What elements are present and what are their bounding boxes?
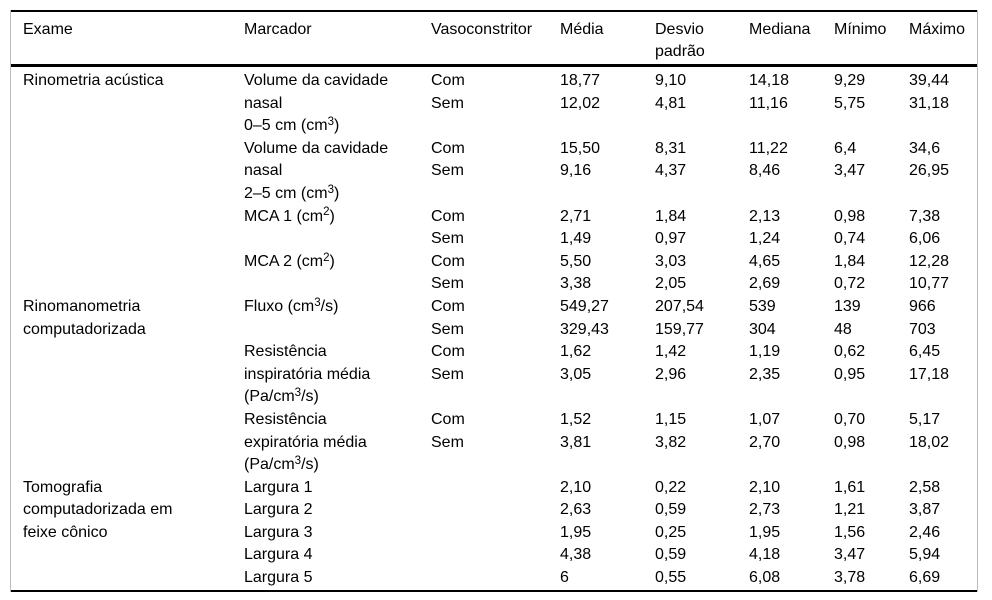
table-cell-exame — [11, 544, 244, 567]
table-cell-media: 1,52 — [560, 410, 592, 428]
table-cell-vasoconstritor: Com — [431, 139, 465, 157]
table-cell-minimo: 3,47 — [834, 546, 866, 564]
table-cell-exame: computadorizada em — [23, 501, 173, 519]
table-cell-vasoconstritor: Sem — [431, 320, 464, 338]
table-cell-media: 329,43 — [560, 320, 609, 338]
table-cell-marcador: Resistência — [244, 410, 327, 428]
table-cell-media: 12,02 — [560, 94, 601, 112]
table-cell-media — [560, 183, 655, 206]
column-header-desvio-padrao: Desvio padrão — [655, 21, 705, 60]
table-cell-desvio-padrao: 3,82 — [655, 433, 687, 451]
table-cell-mediana: 539 — [749, 297, 776, 315]
table-cell-mediana: 8,46 — [749, 162, 781, 180]
table-cell-desvio-padrao: 4,37 — [655, 162, 687, 180]
table-row — [11, 522, 977, 545]
table-cell-desvio-padrao: 1,15 — [655, 410, 687, 428]
table-cell-minimo: 0,95 — [834, 365, 866, 383]
table-cell-desvio-padrao: 0,55 — [655, 569, 687, 587]
table-cell-mediana: 2,35 — [749, 365, 781, 383]
table-cell-marcador: nasal — [244, 94, 283, 112]
table-row — [11, 160, 977, 183]
statistics-table-container — [10, 10, 978, 592]
table-cell-marcador: Volume da cavidade — [244, 72, 389, 89]
table-row — [11, 386, 977, 409]
table-cell-minimo — [834, 386, 909, 409]
table-cell-maximo: 12,28 — [909, 252, 950, 270]
table-cell-desvio-padrao: 159,77 — [655, 320, 704, 338]
table-row — [11, 364, 977, 387]
table-row — [11, 409, 977, 432]
table-cell-media — [560, 115, 655, 138]
column-header-exame: Exame — [23, 21, 73, 38]
table-cell-media: 1,62 — [560, 343, 592, 361]
column-header-maximo: Máximo — [909, 21, 966, 38]
table-cell-media: 3,81 — [560, 433, 592, 451]
table-cell-vasoconstritor — [431, 522, 560, 545]
table-header — [11, 11, 977, 66]
table-cell-mediana: 1,95 — [749, 523, 781, 541]
table-cell-media: 3,38 — [560, 275, 592, 293]
table-cell-maximo: 6,06 — [909, 230, 941, 248]
table-cell-exame — [11, 115, 244, 138]
table-cell-minimo: 1,21 — [834, 501, 866, 519]
table-cell-vasoconstritor: Com — [431, 343, 465, 361]
table-cell-desvio-padrao: 8,31 — [655, 139, 687, 157]
table-cell-maximo: 7,38 — [909, 207, 941, 225]
table-cell-vasoconstritor: Sem — [431, 162, 464, 180]
table-cell-exame: computadorizada — [23, 320, 146, 338]
table-cell-media: 4,38 — [560, 546, 592, 564]
table-cell-exame — [11, 93, 244, 116]
table-cell-mediana: 4,65 — [749, 252, 781, 270]
table-cell-marcador: nasal — [244, 162, 283, 180]
table-cell-desvio-padrao: 2,96 — [655, 365, 687, 383]
table-cell-minimo: 48 — [834, 320, 852, 338]
table-row — [11, 66, 977, 93]
table-cell-mediana: 2,73 — [749, 501, 781, 519]
table-cell-mediana: 6,08 — [749, 569, 781, 587]
table-cell-mediana: 14,18 — [749, 72, 790, 89]
table-cell-exame — [11, 228, 244, 251]
table-cell-desvio-padrao — [655, 183, 749, 206]
table-cell-minimo: 9,29 — [834, 72, 866, 89]
table-cell-exame — [11, 567, 244, 591]
table-cell-minimo: 6,4 — [834, 139, 857, 157]
table-cell-mediana: 304 — [749, 320, 776, 338]
table-cell-maximo: 6,45 — [909, 343, 941, 361]
table-cell-media: 5,50 — [560, 252, 592, 270]
table-cell-marcador: Largura 5 — [244, 569, 313, 587]
table-cell-desvio-padrao: 4,81 — [655, 94, 687, 112]
table-cell-vasoconstritor: Com — [431, 207, 465, 225]
table-cell-exame: feixe cônico — [23, 523, 108, 541]
table-cell-mediana — [749, 115, 834, 138]
table-row — [11, 183, 977, 206]
table-row — [11, 115, 977, 138]
table-row — [11, 296, 977, 319]
table-cell-marcador: Largura 3 — [244, 523, 313, 541]
table-cell-marcador — [244, 228, 431, 251]
table-cell-vasoconstritor — [431, 544, 560, 567]
table-cell-marcador: Volume da cavidade — [244, 139, 389, 157]
table-cell-mediana: 11,16 — [749, 94, 788, 112]
table-cell-desvio-padrao — [655, 386, 749, 409]
table-cell-media — [560, 454, 655, 477]
table-row — [11, 544, 977, 567]
table-row — [11, 93, 977, 116]
table-cell-mediana: 4,18 — [749, 546, 781, 564]
table-cell-maximo — [909, 386, 977, 409]
table-cell-exame — [11, 364, 244, 387]
table-cell-exame: Rinomanometria — [23, 297, 141, 315]
column-header-marcador: Marcador — [244, 21, 312, 38]
table-cell-minimo: 3,78 — [834, 569, 866, 587]
table-cell-exame — [11, 341, 244, 364]
header-row — [11, 11, 977, 66]
column-header-media: Média — [560, 21, 604, 38]
table-cell-marcador: 0–5 cm $(cm^3)$ — [244, 116, 340, 135]
table-cell-exame — [11, 273, 244, 296]
table-cell-marcador: MCA 1 $(cm^2)$ — [244, 206, 335, 225]
table-cell-media: 2,10 — [560, 478, 592, 496]
table-cell-minimo: 0,72 — [834, 275, 866, 293]
table-cell-media: 3,05 — [560, 365, 592, 383]
table-cell-desvio-padrao: 3,03 — [655, 252, 687, 270]
table-cell-mediana: 2,13 — [749, 207, 781, 225]
table-cell-desvio-padrao: 0,59 — [655, 546, 687, 564]
table-cell-desvio-padrao: 0,22 — [655, 478, 687, 496]
table-cell-vasoconstritor: Com — [431, 72, 465, 89]
table-cell-marcador: Largura 2 — [244, 501, 313, 519]
table-cell-vasoconstritor: Com — [431, 297, 465, 315]
table-row — [11, 477, 977, 500]
table-row — [11, 341, 977, 364]
table-cell-media: 549,27 — [560, 297, 609, 315]
table-body — [11, 66, 977, 591]
table-cell-vasoconstritor: Sem — [431, 275, 464, 293]
table-cell-media: 1,49 — [560, 230, 592, 248]
table-cell-marcador: $(Pa/cm^3/s)$ — [244, 387, 319, 406]
table-cell-vasoconstritor: Com — [431, 252, 465, 270]
table-cell-exame — [11, 206, 244, 229]
table-cell-mediana: 2,69 — [749, 275, 781, 293]
table-cell-media: 9,16 — [560, 162, 592, 180]
table-cell-marcador: expiratória média — [244, 433, 367, 451]
table-cell-mediana: 2,10 — [749, 478, 781, 496]
table-cell-maximo: 5,94 — [909, 546, 941, 564]
table-cell-minimo: 5,75 — [834, 94, 866, 112]
table-cell-exame — [11, 251, 244, 274]
table-cell-mediana: 1,24 — [749, 230, 781, 248]
table-cell-maximo: 26,95 — [909, 162, 950, 180]
table-row — [11, 499, 977, 522]
table-row — [11, 319, 977, 342]
table-cell-marcador: MCA 2 $(cm^2)$ — [244, 251, 335, 270]
table-cell-desvio-padrao: 1,84 — [655, 207, 687, 225]
table-cell-marcador — [244, 319, 431, 342]
table-cell-vasoconstritor: Sem — [431, 230, 464, 248]
table-cell-exame — [11, 454, 244, 477]
table-cell-minimo: 1,84 — [834, 252, 866, 270]
table-cell-vasoconstritor — [431, 386, 560, 409]
table-row — [11, 206, 977, 229]
table-row — [11, 228, 977, 251]
table-cell-desvio-padrao: 9,10 — [655, 72, 687, 89]
table-cell-maximo: 6,69 — [909, 569, 941, 587]
table-cell-marcador: Largura 4 — [244, 546, 313, 564]
table-cell-exame — [11, 160, 244, 183]
table-cell-vasoconstritor — [431, 567, 560, 591]
table-cell-maximo: 2,58 — [909, 478, 941, 496]
table-cell-maximo — [909, 183, 977, 206]
table-cell-desvio-padrao — [655, 454, 749, 477]
table-cell-exame: Tomografia — [23, 478, 103, 496]
table-cell-vasoconstritor — [431, 477, 560, 500]
table-cell-maximo: 31,18 — [909, 94, 950, 112]
table-cell-marcador: Fluxo $(cm^3/s)$ — [244, 296, 339, 315]
table-cell-minimo: 139 — [834, 297, 861, 315]
table-cell-media: 15,50 — [560, 139, 601, 157]
table-cell-maximo: 2,46 — [909, 523, 941, 541]
table-row — [11, 432, 977, 455]
table-cell-mediana: 1,19 — [749, 343, 781, 361]
table-cell-media — [560, 386, 655, 409]
statistics-table — [11, 10, 977, 592]
table-cell-desvio-padrao: 0,25 — [655, 523, 687, 541]
table-cell-marcador: 2–5 cm $(cm^3)$ — [244, 183, 340, 202]
table-cell-maximo: 703 — [909, 320, 936, 338]
table-cell-minimo: 0,62 — [834, 343, 866, 361]
table-cell-maximo: 3,87 — [909, 501, 941, 519]
table-cell-mediana — [749, 386, 834, 409]
table-cell-vasoconstritor: Sem — [431, 365, 464, 383]
table-cell-vasoconstritor: Com — [431, 410, 465, 428]
table-cell-desvio-padrao: 1,42 — [655, 343, 687, 361]
table-cell-mediana: 2,70 — [749, 433, 781, 451]
table-cell-vasoconstritor: Sem — [431, 94, 464, 112]
table-cell-minimo: 1,61 — [834, 478, 866, 496]
table-cell-vasoconstritor — [431, 454, 560, 477]
column-header-mediana: Mediana — [749, 21, 811, 38]
table-cell-exame — [11, 138, 244, 161]
table-cell-media: 18,77 — [560, 72, 601, 89]
table-cell-exame — [11, 409, 244, 432]
table-cell-minimo: 0,74 — [834, 230, 866, 248]
table-cell-marcador: inspiratória média — [244, 365, 371, 383]
table-cell-minimo: 3,47 — [834, 162, 866, 180]
table-cell-desvio-padrao: 2,05 — [655, 275, 687, 293]
table-cell-vasoconstritor: Sem — [431, 433, 464, 451]
table-cell-minimo: 1,56 — [834, 523, 866, 541]
table-cell-maximo: 5,17 — [909, 410, 941, 428]
table-cell-marcador: Resistência — [244, 343, 327, 361]
table-cell-desvio-padrao — [655, 115, 749, 138]
table-cell-marcador: Largura 1 — [244, 478, 313, 496]
table-cell-minimo — [834, 183, 909, 206]
table-cell-media: 6 — [560, 569, 569, 587]
table-cell-maximo: 966 — [909, 297, 936, 315]
table-cell-mediana: 1,07 — [749, 410, 781, 428]
table-cell-marcador — [244, 273, 431, 296]
table-cell-vasoconstritor — [431, 183, 560, 206]
table-cell-maximo: 34,6 — [909, 139, 941, 157]
table-cell-exame — [11, 386, 244, 409]
table-cell-minimo: 0,98 — [834, 207, 866, 225]
table-cell-exame: Rinometria acústica — [23, 72, 164, 89]
table-cell-exame — [11, 183, 244, 206]
table-cell-minimo — [834, 454, 909, 477]
table-cell-media: 1,95 — [560, 523, 592, 541]
table-cell-desvio-padrao: 207,54 — [655, 297, 704, 315]
table-cell-maximo — [909, 115, 977, 138]
table-cell-minimo — [834, 115, 909, 138]
table-cell-media: 2,63 — [560, 501, 592, 519]
table-cell-maximo: 10,77 — [909, 275, 950, 293]
table-row — [11, 138, 977, 161]
table-cell-maximo: 18,02 — [909, 433, 950, 451]
table-row — [11, 454, 977, 477]
column-header-minimo: Mínimo — [834, 21, 887, 38]
table-cell-mediana: 11,22 — [749, 139, 788, 157]
table-row — [11, 273, 977, 296]
table-cell-vasoconstritor — [431, 499, 560, 522]
table-cell-mediana — [749, 454, 834, 477]
table-cell-minimo: 0,70 — [834, 410, 866, 428]
table-cell-minimo: 0,98 — [834, 433, 866, 451]
table-cell-marcador: $(Pa/cm^3/s)$ — [244, 454, 319, 474]
table-cell-vasoconstritor — [431, 115, 560, 138]
column-header-vasoconstritor: Vasoconstritor — [431, 21, 533, 38]
table-cell-desvio-padrao: 0,59 — [655, 501, 687, 519]
table-cell-maximo: 17,18 — [909, 365, 950, 383]
table-cell-maximo: 39,44 — [909, 72, 950, 89]
table-cell-maximo — [909, 454, 977, 477]
table-cell-media: 2,71 — [560, 207, 592, 225]
table-cell-mediana — [749, 183, 834, 206]
table-cell-exame — [11, 432, 244, 455]
table-row — [11, 251, 977, 274]
table-cell-desvio-padrao: 0,97 — [655, 230, 687, 248]
table-row — [11, 567, 977, 591]
